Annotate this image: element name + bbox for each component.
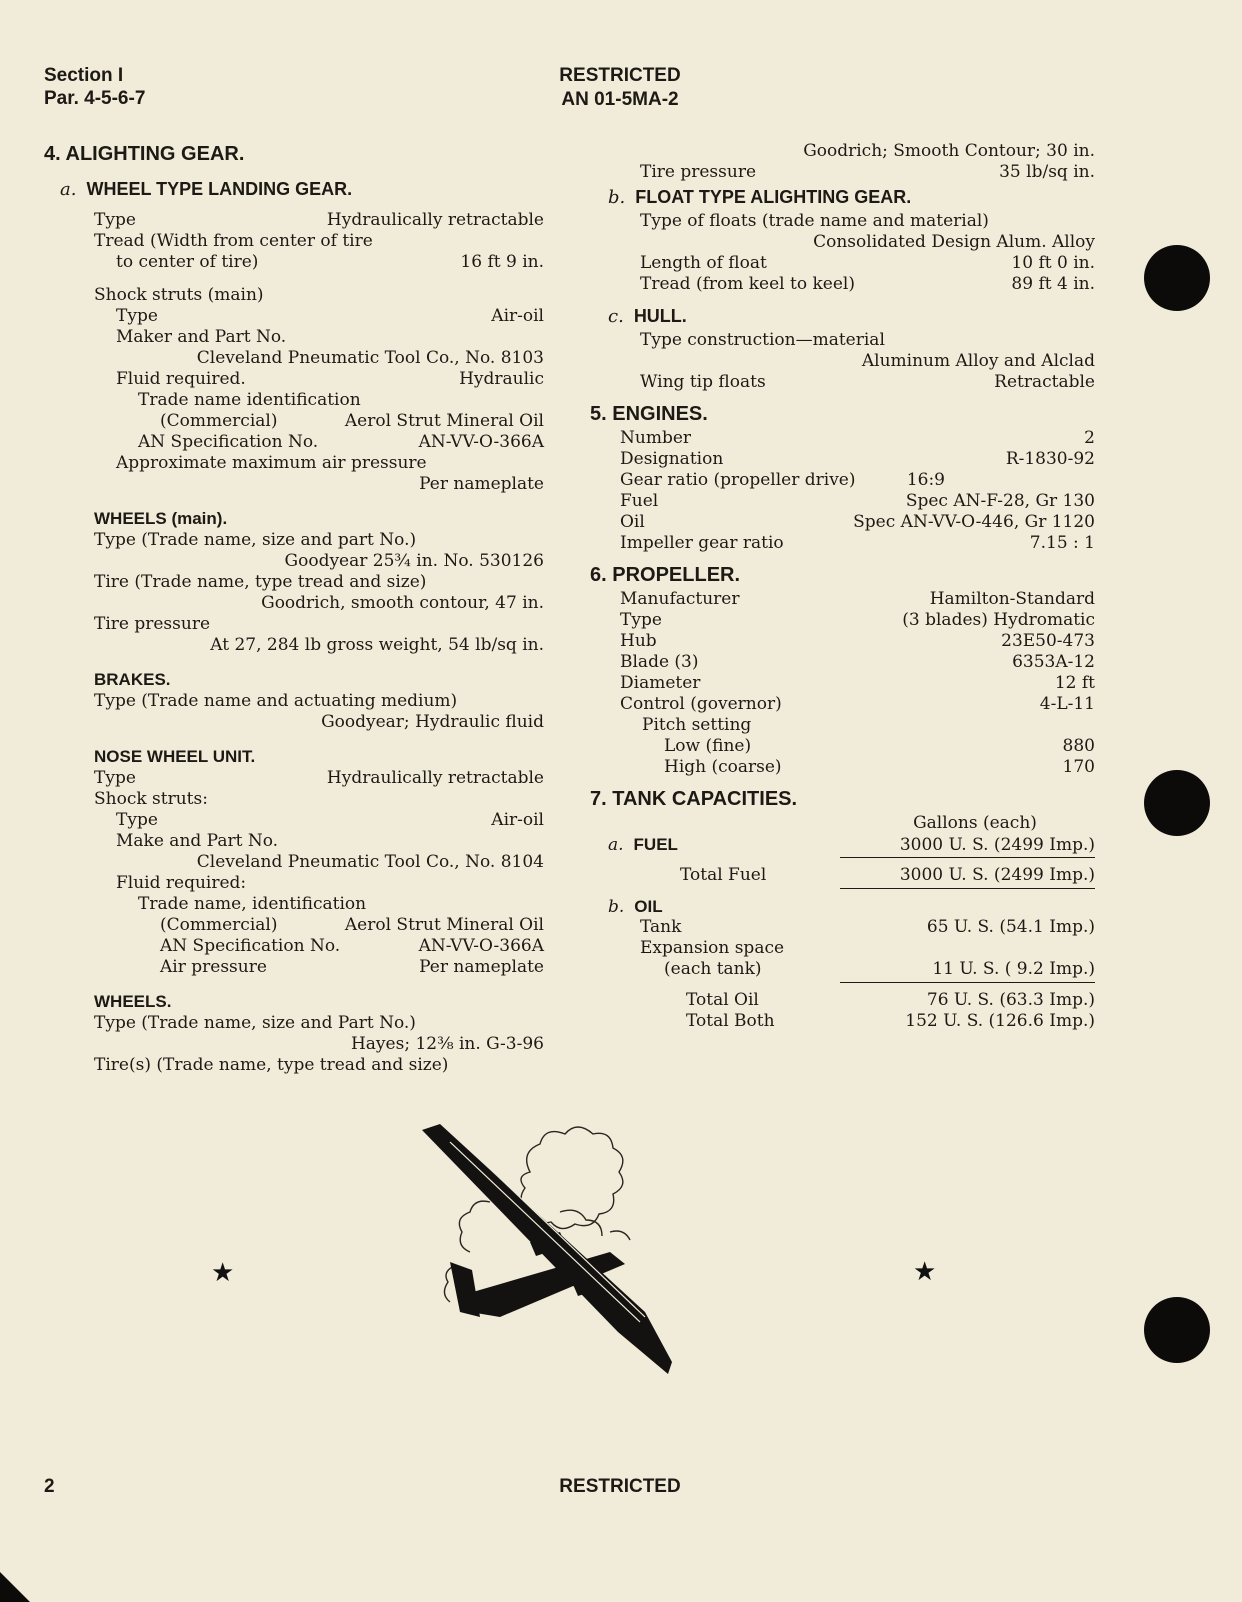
spec-label: Number [620,428,692,448]
spec-label: Tire (Trade name, type tread and size) [94,572,427,592]
spec-value: R-1830-92 [1005,449,1095,469]
spec-label: Type [94,210,136,230]
spec-value: Retractable [994,372,1095,392]
spec-row [44,957,544,978]
spec-label: Air pressure [160,957,267,977]
star-icon: ★ [913,1257,937,1287]
spec-label: Length of float [640,253,767,273]
spec-row [44,411,544,432]
spec-row [590,694,1095,715]
subsection-letter: c. [608,306,624,327]
header-section: Section I [44,65,124,86]
spec-value: AN-VV-O-366A [418,936,544,956]
spec-value: Goodrich; Smooth Contour; 30 in. [803,141,1095,161]
spec-label: Approximate maximum air pressure [116,453,427,473]
star-icon: ★ [211,1258,235,1288]
spec-label: Tread (Width from center of tire [94,231,373,251]
binder-hole [1144,245,1210,311]
section-6-title: 6. PROPELLER. [590,564,741,586]
spec-row [590,211,1095,232]
spec-value: Spec AN-VV-O-446, Gr 1120 [853,512,1095,532]
subsection-letter: b. [608,897,625,917]
spec-label: Low (fine) [664,736,752,756]
spec-label: (Commercial) [160,411,278,431]
header-classification: RESTRICTED [559,65,681,86]
spec-row [44,936,544,957]
spec-label: (Commercial) [160,915,278,935]
spec-value: Hydraulic [459,369,544,389]
subsection-b-title [590,183,1095,211]
tank-value: 152 U. S. (126.6 Imp.) [905,1011,1095,1031]
spec-value: 6353A-12 [1012,652,1095,672]
spec-row [44,252,544,273]
binder-hole [1144,1297,1210,1363]
spec-row [44,915,544,936]
header-paragraphs: Par. 4-5-6-7 [44,88,146,109]
tank-label: (each tank) [664,959,762,979]
tank-label: Total Both [686,1011,775,1031]
section-5-title: 5. ENGINES. [590,403,708,425]
tank-label: Total Oil [686,990,759,1010]
spec-row [590,589,1095,610]
spec-row [44,768,544,789]
spec-row [44,831,544,852]
spec-row [590,274,1095,295]
subsection-a-title [44,175,544,203]
spec-row [44,1013,544,1034]
subsection-label: HULL. [633,306,687,326]
spec-label: Type (Trade name, size and Part No.) [94,1013,416,1033]
spec-label: AN Specification No. [160,936,341,956]
spec-value: Cleveland Pneumatic Tool Co., No. 8104 [196,852,544,872]
spec-row [44,453,544,474]
subsection-c-title [590,302,1095,330]
spec-value: 4-L-11 [1039,694,1095,714]
subsection-label: FUEL [633,835,678,854]
subsection-letter: b. [608,187,626,208]
spec-label: Shock struts (main) [94,285,264,305]
gallons-header: Gallons (each) [913,813,1037,833]
spec-row [44,210,544,231]
spec-value: Spec AN-F-28, Gr 130 [905,491,1095,511]
spec-row [44,285,544,306]
spec-label: Tire pressure [640,162,757,182]
spec-value: Air-oil [491,810,544,830]
spec-row [590,533,1095,554]
spec-row [44,231,544,252]
spec-label: Hub [620,631,657,651]
spec-row [590,757,1095,778]
spec-value: Hayes; 12⅜ in. G-3-96 [350,1034,544,1054]
spec-row [590,491,1095,512]
right-column [590,141,1095,1032]
spec-label: Tread (from keel to keel) [640,274,855,294]
spec-label: High (coarse) [664,757,782,777]
spec-label: Type (Trade name, size and part No.) [94,530,417,550]
spec-row [44,530,544,551]
spec-label: Fluid required. [116,369,246,389]
spec-value: Per nameplate [419,474,544,494]
tank-row [590,1011,1095,1032]
spec-value: Cleveland Pneumatic Tool Co., No. 8103 [196,348,544,368]
footer-classification: RESTRICTED [559,1476,681,1497]
spec-row [590,470,1095,491]
spec-row [590,715,1095,736]
spec-row [44,789,544,810]
spec-row [590,631,1095,652]
spec-value: Goodrich, smooth contour, 47 in. [261,593,544,613]
wheels-heading: WHEELS. [94,992,172,1011]
spec-label: Shock struts: [94,789,208,809]
nose-wheel-heading: NOSE WHEEL UNIT. [94,747,256,766]
spec-label: Type construction—material [640,330,885,350]
spec-label: Designation [620,449,724,469]
spec-label: Wing tip floats [640,372,766,392]
tank-label: Expansion space [640,938,785,958]
spec-label: Pitch setting [642,715,752,735]
spec-value: 2 [1084,428,1095,448]
plane-silhouette [422,1124,672,1374]
spec-label: Maker and Part No. [116,327,287,347]
spec-row [44,614,544,635]
spec-label: Fuel [620,491,659,511]
page-corner-shadow [0,1572,30,1602]
spec-row [44,327,544,348]
spec-label: Tire(s) (Trade name, type tread and size) [94,1055,449,1075]
spec-value: 89 ft 4 in. [1011,274,1095,294]
wheels-main-heading: WHEELS (main). [94,509,228,528]
spec-row [44,390,544,411]
spec-value: Aerol Strut Mineral Oil [344,915,544,935]
tank-value: 3000 U. S. (2499 Imp.) [899,865,1095,885]
spec-value: 880 [1062,736,1095,756]
spec-row [44,432,544,453]
spec-label: Type (Trade name and actuating medium) [94,691,458,711]
spec-row [590,652,1095,673]
spec-label: Diameter [620,673,701,693]
brakes-heading: BRAKES. [94,670,171,689]
spec-label: to center of tire) [116,252,259,272]
spec-label: Make and Part No. [116,831,279,851]
spec-value: Aluminum Alloy and Alclad [861,351,1095,371]
spec-value: 12 ft [1054,673,1095,693]
spec-row [590,428,1095,449]
tank-label: Total Fuel [680,865,767,885]
subsection-letter: a. [608,835,624,855]
spec-value: 10 ft 0 in. [1011,253,1095,273]
tank-row [590,917,1095,938]
header-publication: AN 01-5MA-2 [561,89,679,110]
spec-label: Trade name, identification [138,894,367,914]
spec-value: At 27, 284 lb gross weight, 54 lb/sq in. [210,635,544,655]
spec-row [44,306,544,327]
spec-value: Hydraulically retractable [326,210,544,230]
spec-label: Type of floats (trade name and material) [640,211,989,231]
spec-row [44,1055,544,1076]
tank-row [590,990,1095,1011]
spec-value: Goodyear; Hydraulic fluid [321,712,544,732]
spec-label: Control (governor) [620,694,782,714]
spec-row [590,610,1095,631]
spec-value: Air-oil [491,306,544,326]
spec-row [44,894,544,915]
spec-row [590,449,1095,470]
binder-hole [1144,770,1210,836]
spec-label: Gear ratio (propeller drive) [620,470,856,490]
tank-label [608,896,855,918]
spec-row [590,512,1095,533]
spec-label: Manufacturer [620,589,740,609]
spec-value: Per nameplate [419,957,544,977]
spec-row [590,162,1095,183]
spec-label: Type [116,810,158,830]
subsection-label: WHEEL TYPE LANDING GEAR. [86,179,353,199]
spec-row [590,372,1095,393]
spec-value: 170 [1062,757,1095,777]
spec-value: Aerol Strut Mineral Oil [344,411,544,431]
spec-value: 7.15 : 1 [1029,533,1095,553]
tank-value: 76 U. S. (63.3 Imp.) [926,990,1095,1010]
spec-value: (3 blades) Hydromatic [902,610,1095,630]
spec-label: Oil [620,512,645,532]
tank-value: 11 U. S. ( 9.2 Imp.) [932,959,1095,979]
spec-label: Type [620,610,662,630]
tank-value: 3000 U. S. (2499 Imp.) [899,835,1095,855]
spec-row [44,369,544,390]
spec-value: 35 lb/sq in. [999,162,1095,182]
spec-value: 23E50-473 [1001,631,1095,651]
spec-label: Blade (3) [620,652,699,672]
spec-value: Hamilton-Standard [929,589,1095,609]
spec-value: AN-VV-O-366A [418,432,544,452]
header-section-block [44,64,145,110]
aircraft-illustration-icon [410,1112,700,1397]
spec-label: Type [116,306,158,326]
spec-row [44,873,544,894]
tank-row [590,865,1095,886]
spec-label: AN Specification No. [138,432,319,452]
section-4-title: 4. ALIGHTING GEAR. [44,143,245,165]
spec-label: Fluid required: [116,873,247,893]
spec-row [590,253,1095,274]
spec-value: Consolidated Design Alum. Alloy [813,232,1095,252]
spec-row [590,330,1095,351]
tank-label [608,834,855,856]
spec-row [590,673,1095,694]
subsection-label: OIL [634,897,663,916]
section-7-title: 7. TANK CAPACITIES. [590,788,798,810]
spec-row [44,572,544,593]
tank-value: 65 U. S. (54.1 Imp.) [926,917,1095,937]
spec-value: 16 ft 9 in. [460,252,544,272]
tank-column-header [590,813,1095,834]
spec-label: Trade name identification [138,390,361,410]
tank-label: Tank [640,917,682,937]
left-column [44,140,544,1076]
spec-value: Goodyear 25¾ in. No. 530126 [284,551,544,571]
page-number: 2 [44,1476,55,1497]
spec-row [44,691,544,712]
spec-label: Type [94,768,136,788]
spec-value: Hydraulically retractable [326,768,544,788]
tank-row [590,896,1095,917]
spec-label: Tire pressure [94,614,211,634]
subsection-label: FLOAT TYPE ALIGHTING GEAR. [635,187,912,207]
header-classification-block [440,64,800,112]
tank-row [590,834,1095,855]
subsection-letter: a. [60,179,77,200]
spec-row [590,736,1095,757]
spec-label: Impeller gear ratio [620,533,784,553]
spec-row [44,810,544,831]
tank-row [590,938,1095,959]
tank-row [590,959,1095,980]
spec-value: 16:9 [906,470,945,490]
